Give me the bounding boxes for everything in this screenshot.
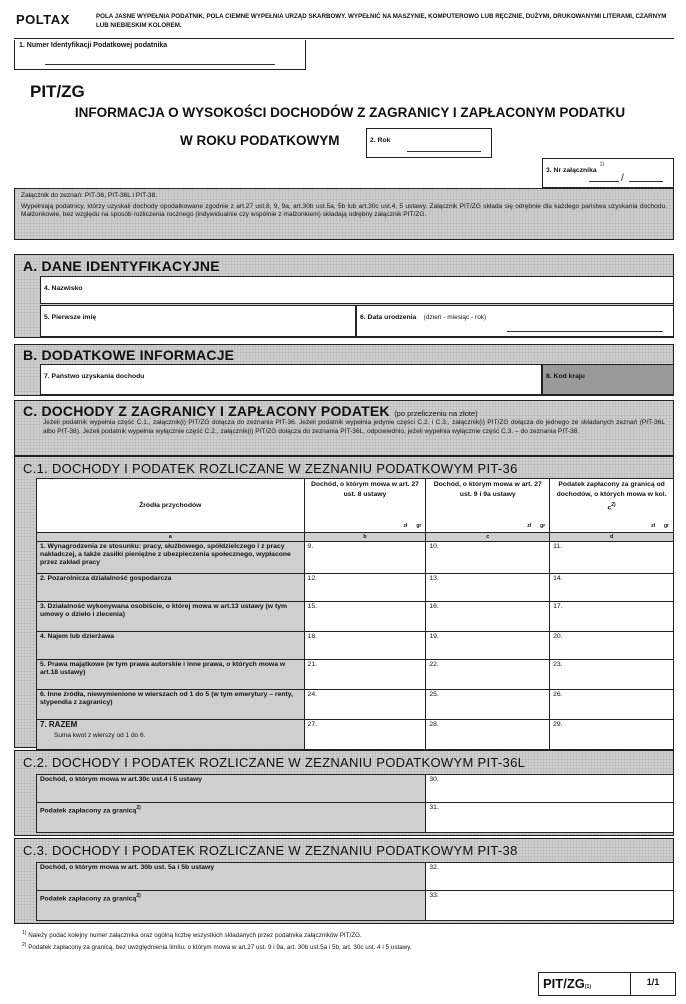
col-c-label: Dochód, o którym mowa w art. 27 ust. 9 i 9a ustawy [433, 481, 542, 498]
section-c2-title: C.2. DOCHODY I PODATEK ROZLICZANE W ZEZNANIU PODATKOWYM PIT-36L [23, 755, 526, 770]
c1-table [36, 478, 674, 750]
c3-tax-field[interactable]: 33. [426, 891, 674, 921]
section-c1-title: C.1. DOCHODY I PODATEK ROZLICZANE W ZEZNANIU PODATKOWYM PIT-36 [23, 461, 518, 476]
amount-field[interactable]: 29. [550, 720, 674, 750]
amount-field[interactable]: 14. [550, 574, 674, 602]
amount-field[interactable]: 12. [304, 574, 426, 602]
c3-tax-sup: 2) [136, 893, 141, 899]
table-row [37, 803, 674, 833]
gr-label: gr [664, 523, 669, 529]
row-source: 4. Najem lub dzierżawa [37, 632, 305, 660]
birth-date-ticks [507, 326, 663, 332]
c2-tax-label: Podatek zapłacony za granicą [40, 807, 137, 815]
col-d-header [550, 479, 674, 533]
col-b-label: Dochód, o którym mowa w art. 27 ust. 8 ustawy [310, 481, 419, 498]
attachment-ticks-2 [629, 176, 663, 182]
footnote-1-text: Należy podać kolejny numer załącznika oraz ogólną liczbę wszystkich składanych przez podatnika załączników PIT/ZG. [28, 932, 362, 940]
table-row [37, 542, 674, 574]
country-code-field [542, 364, 674, 395]
col-d-label: Podatek zapłacony za granicą od dochodów, o których mowa w kol. c [556, 481, 667, 512]
section-c-title: C. DOCHODY Z ZAGRANICY I ZAPŁACONY PODATEK [23, 403, 390, 419]
nip-ticks [45, 59, 275, 65]
amount-field[interactable]: 18. [304, 632, 426, 660]
intro-panel [14, 188, 674, 240]
col-c-letter: c [426, 533, 550, 542]
table-row [37, 602, 674, 632]
year-label: 2. Rok [370, 137, 391, 144]
divider [14, 38, 674, 39]
c2-tax-sup: 2) [136, 805, 141, 811]
stamp-sub: (1) [584, 984, 592, 990]
section-c-text: Jeżeli podatnik wypełnia część C.1., załącznik(i) PIT/ZG dołącza do zeznania PIT-36. Jeżeli podatnik wypełnia jedynie części C.2. i C.3., załącznik(i) PIT/ZG dołącza do jednego ze składanych zeznań (PIT-36L albo PIT-38). Jeżeli podatnik wypełnia wyłącznie część C.2., załącznik(i) PIT/ZG dołącza do zeznania PIT-36L, odpowiednio, jeżeli wypełnia wyłącznie część C.3. – do zeznania PIT-38. [43, 419, 665, 435]
amount-field[interactable]: 19. [426, 632, 550, 660]
gr-label: gr [416, 523, 422, 529]
table-row-total [37, 720, 674, 750]
gr-label: gr [540, 523, 546, 529]
attachment-ticks-1 [589, 176, 619, 182]
row-source-total [37, 720, 305, 750]
col-a-header [37, 479, 305, 533]
c2-tax-label-cell [37, 803, 426, 833]
form-instructions: POLA JASNE WYPEŁNIA PODATNIK, POLA CIEMNE WYPEŁNIA URZĄD SKARBOWY. WYPEŁNIĆ NA MASZYNIE, KOMPUTEROWO LUB RĘCZNIE, DUŻYMI, DRUKOWANYMI LITERAMI, CZARNYM LUB NIEBIESKIM KOLOREM. [96, 13, 667, 29]
row-source: 6. Inne źródła, niewymienione w wierszach od 1 do 5 (w tym emerytury – renty, stypendia z zagranicy) [37, 690, 305, 720]
col-c-header [426, 479, 550, 533]
nip-field[interactable] [14, 40, 306, 70]
form-title-year-line: W ROKU PODATKOWYM [180, 133, 340, 148]
c2-income-label: Dochód, o którym mowa w art.30c ust.4 i 5 ustawy [37, 775, 426, 803]
year-field[interactable] [366, 128, 492, 158]
total-label: 7. RAZEM [40, 720, 78, 729]
page-stamp [538, 972, 676, 996]
birth-date-label: 6. Data urodzenia [360, 314, 417, 321]
col-a-letter: a [37, 533, 305, 542]
amount-field[interactable]: 15. [304, 602, 426, 632]
section-b-title: B. DODATKOWE INFORMACJE [23, 347, 235, 363]
birth-date-hint: (dzień - miesiąc - rok) [423, 314, 487, 321]
surname-field[interactable] [40, 276, 674, 304]
col-d-letter: d [550, 533, 674, 542]
table-row [37, 574, 674, 602]
stamp-code-cell [539, 973, 631, 995]
country-field[interactable] [40, 364, 542, 395]
amount-field[interactable]: 20. [550, 632, 674, 660]
table-row [37, 660, 674, 690]
amount-field[interactable]: 11. [550, 542, 674, 574]
footnote-2-marker: 2) [22, 942, 27, 948]
attachment-label: 3. Nr załącznika [546, 167, 597, 174]
c2-table [36, 774, 674, 833]
section-c-note: (po przeliczeniu na złote) [394, 409, 478, 418]
table-row [37, 891, 674, 921]
stamp-code: PIT/ZG [543, 976, 585, 991]
attachment-number-field[interactable] [542, 158, 674, 188]
year-ticks [407, 146, 481, 152]
zl-label: zł [651, 523, 655, 529]
amount-field[interactable]: 25. [426, 690, 550, 720]
section-c3-title: C.3. DOCHODY I PODATEK ROZLICZANE W ZEZNANIU PODATKOWYM PIT-38 [23, 843, 518, 858]
c3-tax-label-cell [37, 891, 426, 921]
slash: / [621, 173, 624, 184]
amount-field[interactable]: 21. [304, 660, 426, 690]
page-number: 1/1 [646, 977, 660, 987]
zl-label: zł [403, 523, 408, 529]
section-a-title: A. DANE IDENTYFIKACYJNE [23, 258, 220, 274]
row-source: 1. Wynagrodzenia ze stosunku: pracy, służbowego, spółdzielczego i z pracy nakładczej, a także zasiłki pieniężne z ubezpieczenia społecznego, wypłacone przez zakład pracy [37, 542, 305, 574]
c3-income-label: Dochód, o którym mowa w art. 30b ust. 5a i 5b ustawy [37, 863, 426, 891]
c2-tax-field[interactable]: 31. [426, 803, 674, 833]
table-row [37, 632, 674, 660]
amount-field[interactable]: 9. [304, 542, 426, 574]
footnote-1 [22, 930, 662, 939]
col-a-label: Źródła przychodów [139, 501, 202, 509]
section-c [14, 400, 674, 456]
col-b-letter: b [304, 533, 426, 542]
total-sublabel: Suma kwot z wierszy od 1 do 6. [54, 732, 146, 739]
c3-tax-label: Podatek zapłacony za granicą [40, 895, 137, 903]
first-name-field[interactable] [40, 305, 356, 337]
table-row [37, 690, 674, 720]
amount-field[interactable]: 22. [426, 660, 550, 690]
birth-date-field[interactable] [356, 305, 674, 337]
brand: POLTAX [16, 12, 70, 27]
amount-field[interactable]: 10. [426, 542, 550, 574]
c3-table [36, 862, 674, 921]
intro-line1: Załącznik do zeznań: PIT-36, PIT-36L i PIT-38. [21, 192, 158, 199]
intro-line2: Wypełniają podatnicy, którzy uzyskali dochody opodatkowane zgodnie z art.27 ust.8, 9, 9a, art.30b ust.5a, 5b lub art.30c ust.4, 5 ustawy. Załącznik PIT/ZG składa się odrębnie dla każdego państwa uzyskania dochodu. Małżonkowie, bez względu na sposób rozliczenia rocznego (indywidualnie czy wspólnie z małżonkiem) składają odrębny załącznik PIT/ZG. [21, 202, 667, 218]
amount-field[interactable]: 17. [550, 602, 674, 632]
c3-income-field[interactable]: 32. [426, 863, 674, 891]
row-source: 2. Pozarolnicza działalność gospodarcza [37, 574, 305, 602]
table-row [37, 775, 674, 803]
footnote-2-text: Podatek zapłacony za granicą, bez uwzględnienia limitu, o którym mowa w art.27 ust. 9 i 9a, art. 30b ust.5a i 5b, art. 30c ust. 4 i 5 ustawy. [28, 944, 412, 952]
footnote-2 [22, 942, 662, 951]
amount-field[interactable]: 27. [304, 720, 426, 750]
row-source: 3. Działalność wykonywana osobiście, o której mowa w art.13 ustawy (w tym umowy o dzieło i zlecenia) [37, 602, 305, 632]
attachment-sup: 1) [599, 161, 605, 168]
c2-income-field[interactable]: 30. [426, 775, 674, 803]
country-label: 7. Państwo uzyskania dochodu [44, 373, 145, 380]
amount-field[interactable]: 28. [426, 720, 550, 750]
amount-field[interactable]: 26. [550, 690, 674, 720]
amount-field[interactable]: 24. [304, 690, 426, 720]
amount-field[interactable]: 16. [426, 602, 550, 632]
zl-label: zł [527, 523, 532, 529]
row-source: 5. Prawa majątkowe (w tym prawa autorskie i inne prawa, o których mowa w art.18 ustawy) [37, 660, 305, 690]
table-row [37, 863, 674, 891]
country-code-label: 8. Kod kraju [546, 373, 585, 380]
amount-field[interactable]: 13. [426, 574, 550, 602]
surname-label: 4. Nazwisko [44, 285, 83, 292]
form-code: PIT/ZG [30, 82, 85, 101]
form-title: INFORMACJA O WYSOKOŚCI DOCHODÓW Z ZAGRANICY I ZAPŁACONYM PODATKU [74, 105, 626, 120]
first-name-label: 5. Pierwsze imię [44, 314, 97, 321]
col-d-sup: 2) [611, 502, 616, 508]
nip-label: 1. Numer Identyfikacji Podatkowej podatnika [19, 42, 168, 49]
amount-field[interactable]: 23. [550, 660, 674, 690]
col-b-header [304, 479, 426, 533]
footnote-1-marker: 1) [22, 930, 27, 936]
